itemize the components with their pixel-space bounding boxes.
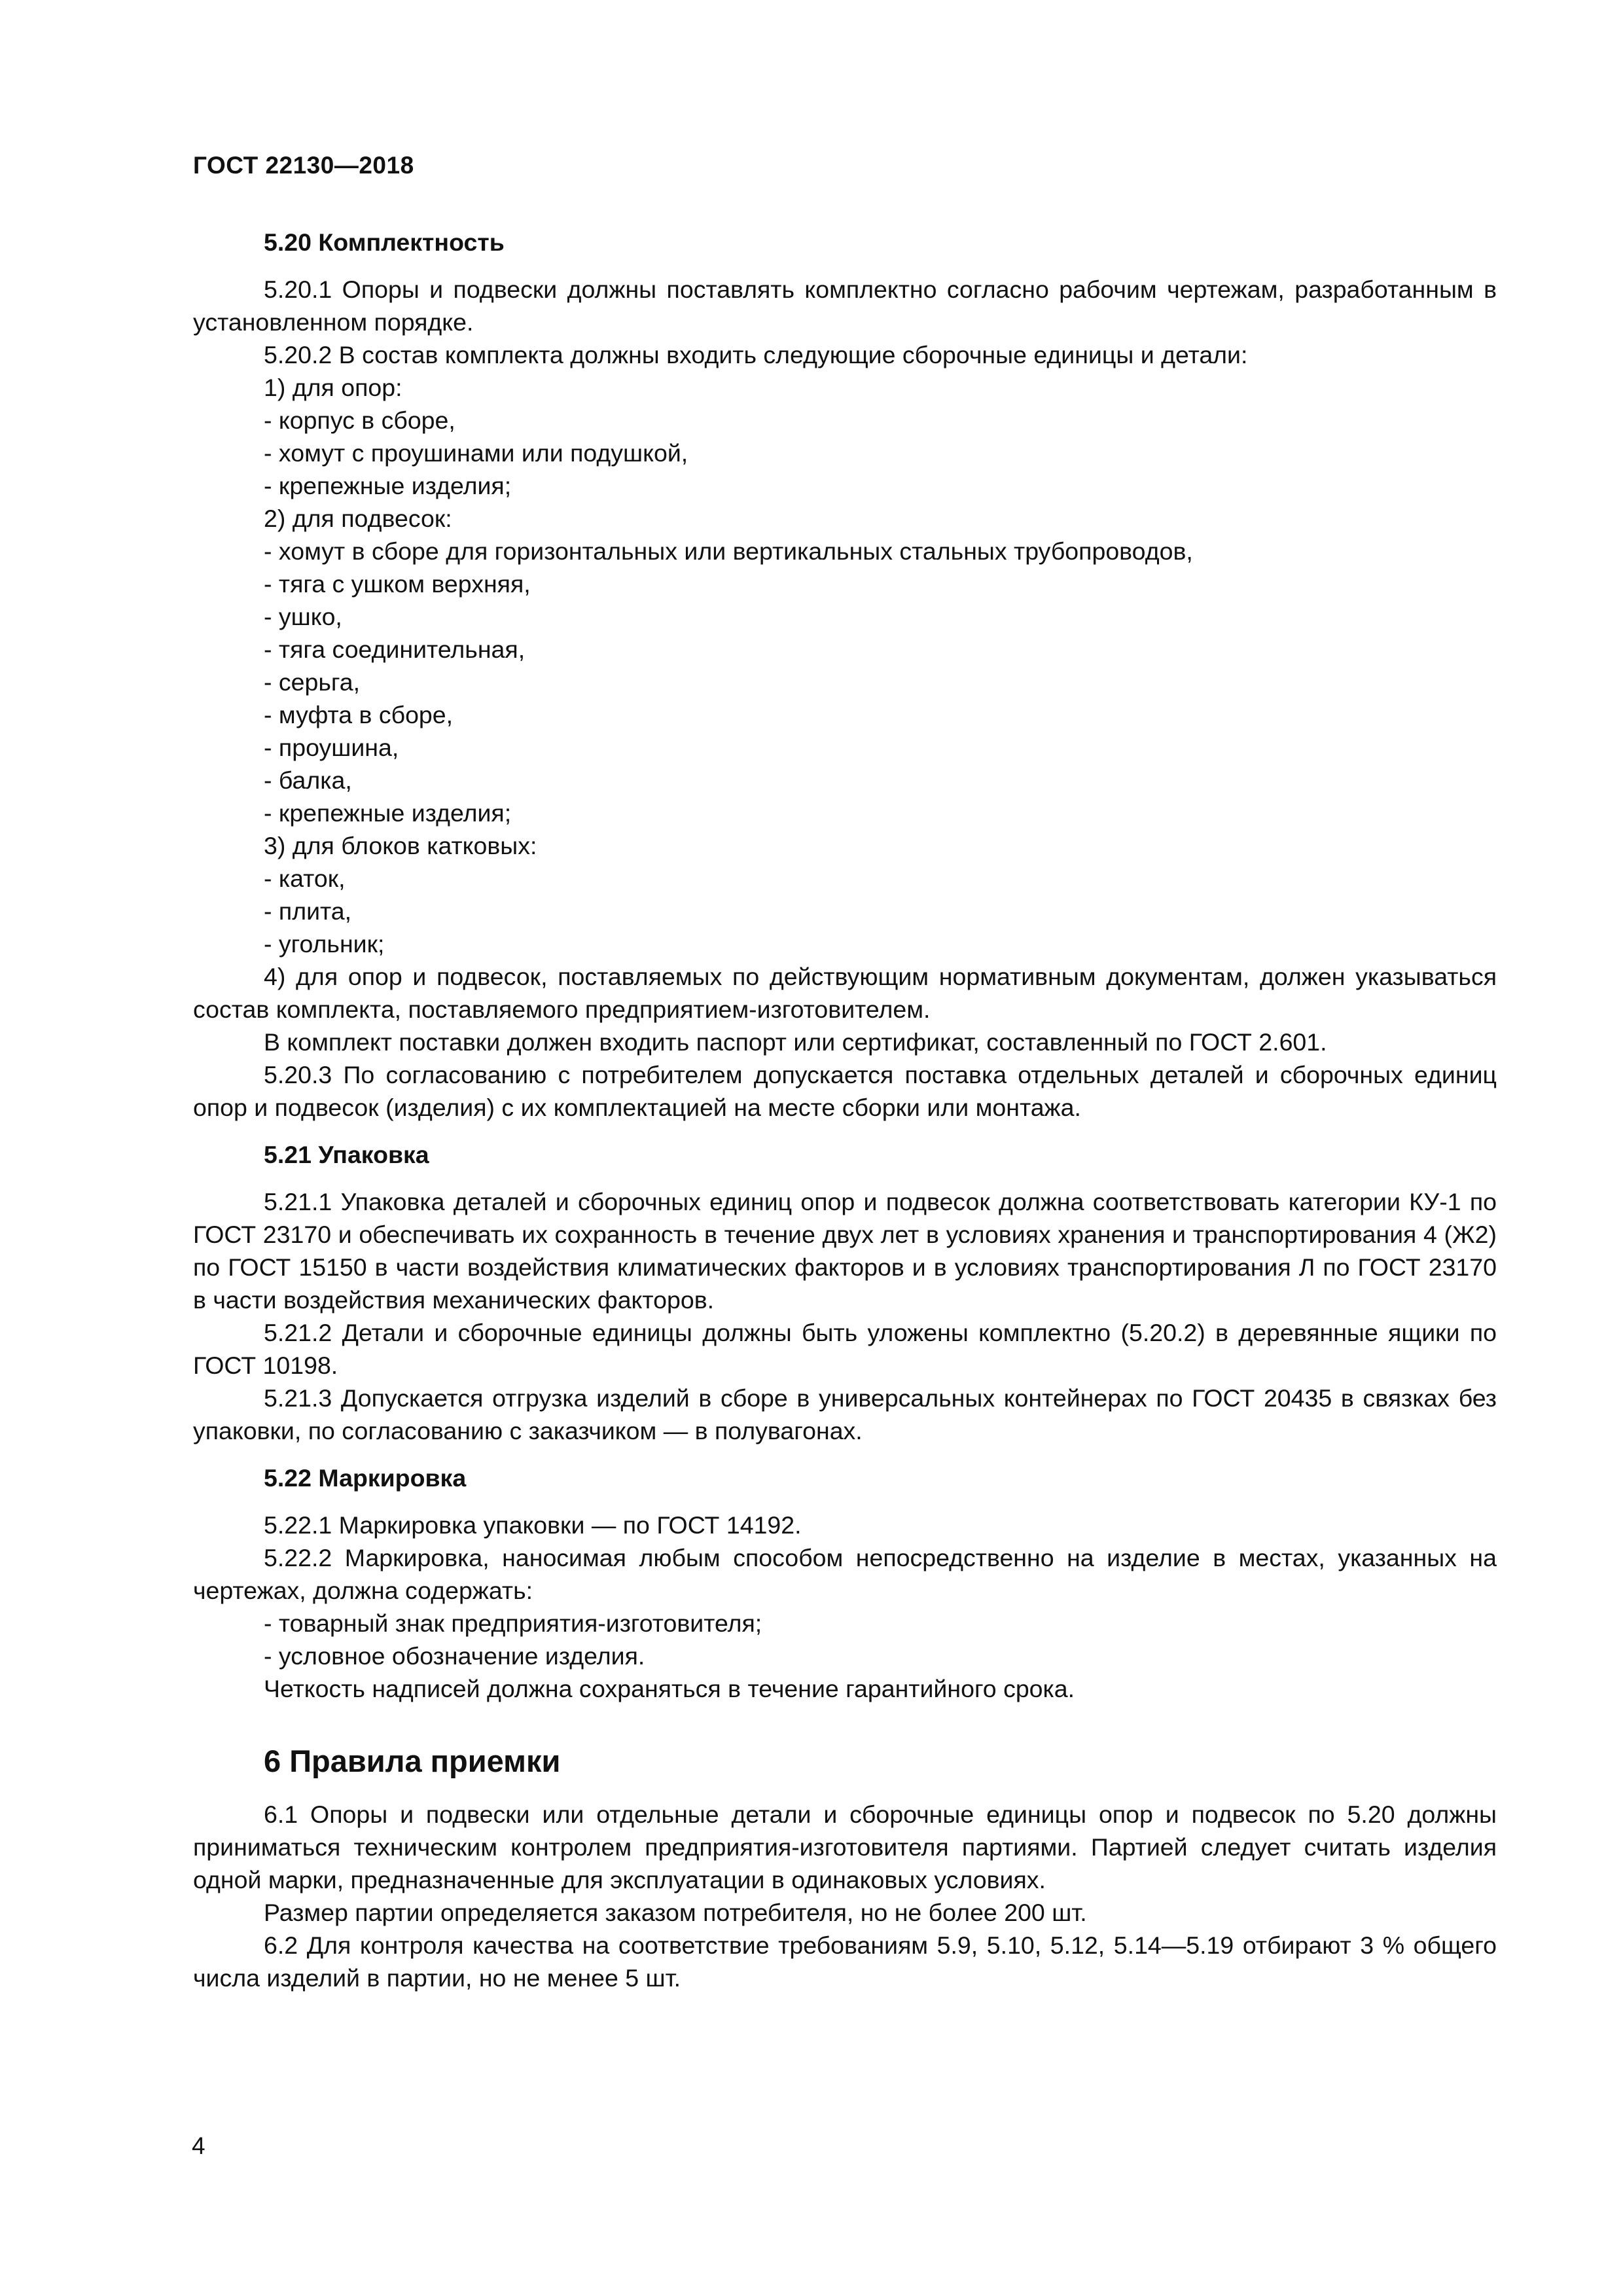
list-item: - каток, [264, 865, 346, 892]
list-item: - серьга, [264, 668, 361, 696]
list-item: - ушко, [264, 603, 342, 630]
list-item: - плита, [264, 897, 352, 925]
list-item: - хомут в сборе для горизонтальных или вертикальных стальных трубопроводов, [264, 537, 1193, 565]
list-item: - муфта в сборе, [264, 701, 454, 728]
paragraph-legibility: Четкость надписей должна сохраняться в течение гарантийного срока. [264, 1675, 1075, 1702]
chapter-heading-6: 6 Правила приемки [264, 1744, 561, 1778]
list-item: - товарный знак предприятия-изготовителя; [264, 1609, 762, 1637]
list-item-normative: 4) для опор и подвесок, поставляемых по действующим нормативным документам, должен указываться состав комплекта, поставляемого предприятием-изготовителем. [193, 963, 1497, 1023]
list-heading-roller-blocks: 3) для блоков катковых: [264, 832, 537, 859]
list-item: - крепежные изделия; [264, 472, 512, 499]
paragraph-5-20-3: 5.20.3 По согласованию с потребителем допускается поставка отдельных деталей и сборочных единиц опор и подвесок (изделия) с их комплектацией на месте сборки или монтажа. [193, 1061, 1497, 1121]
document-id-header: ГОСТ 22130—2018 [193, 152, 414, 179]
document-body [193, 226, 1497, 1994]
section-heading-5-21: 5.21 Упаковка [264, 1141, 429, 1168]
paragraph-5-22-2: 5.22.2 Маркировка, наносимая любым способом непосредственно на изделие в местах, указанных на чертежах, должна содержать: [193, 1544, 1497, 1604]
paragraph-6-2: 6.2 Для контроля качества на соответствие требованиям 5.9, 5.10, 5.12, 5.14—5.19 отбирают 3 % общего числа изделий в партии, но не менее 5 шт. [193, 1931, 1497, 1992]
paragraph-passport: В комплект поставки должен входить паспорт или сертификат, составленный по ГОСТ 2.601. [264, 1028, 1327, 1056]
paragraph-6-1: 6.1 Опоры и подвески или отдельные детали и сборочные единицы опор и подвесок по 5.20 должны приниматься техническим контролем предприятия-изготовителя партиями. Партией следует считать изделия одной марки, предназначенные для эксплуатации в одинаковых условиях. [193, 1801, 1497, 1893]
list-item: - хомут с проушинами или подушкой, [264, 439, 688, 467]
paragraph-5-20-2: 5.20.2 В состав комплекта должны входить следующие сборочные единицы и детали: [264, 341, 1248, 368]
list-item: - тяга с ушком верхняя, [264, 570, 531, 598]
paragraph-5-20-1: 5.20.1 Опоры и подвески должны поставлять комплектно согласно рабочим чертежам, разработанным в установленном порядке. [193, 276, 1497, 336]
list-item: - тяга соединительная, [264, 636, 526, 663]
list-item: - условное обозначение изделия. [264, 1642, 645, 1670]
list-item: - корпус в сборе, [264, 406, 455, 434]
list-item: - проушина, [264, 734, 399, 761]
list-item: - крепежные изделия; [264, 799, 512, 827]
list-item: - балка, [264, 766, 352, 794]
paragraph-batch-size: Размер партии определяется заказом потребителя, но не более 200 шт. [264, 1899, 1087, 1926]
paragraph-5-21-2: 5.21.2 Детали и сборочные единицы должны быть уложены комплектно (5.20.2) в деревянные ящики по ГОСТ 10198. [193, 1319, 1497, 1379]
paragraph-5-21-1: 5.21.1 Упаковка деталей и сборочных единиц опор и подвесок должна соответствовать категории КУ-1 по ГОСТ 23170 и обеспечивать их сохранность в течение двух лет в условиях хранения и транспортирования 4 (Ж2) по ГОСТ 15150 в части воздействия климатических факторов и в условиях транспортирования Л по ГОСТ 23170 в части воздействия механических факторов. [193, 1188, 1497, 1314]
section-heading-5-20: 5.20 Комплектность [264, 228, 505, 256]
paragraph-5-22-1: 5.22.1 Маркировка упаковки — по ГОСТ 14192. [264, 1511, 802, 1539]
list-item: - угольник; [264, 930, 385, 958]
page-number: 4 [192, 2132, 205, 2159]
paragraph-5-21-3: 5.21.3 Допускается отгрузка изделий в сборе в универсальных контейнерах по ГОСТ 20435 в связках без упаковки, по согласованию с заказчиком — в полувагонах. [193, 1384, 1497, 1444]
list-heading-hangers: 2) для подвесок: [264, 505, 452, 532]
section-heading-5-22: 5.22 Маркировка [264, 1464, 467, 1492]
list-heading-supports: 1) для опор: [264, 374, 402, 401]
